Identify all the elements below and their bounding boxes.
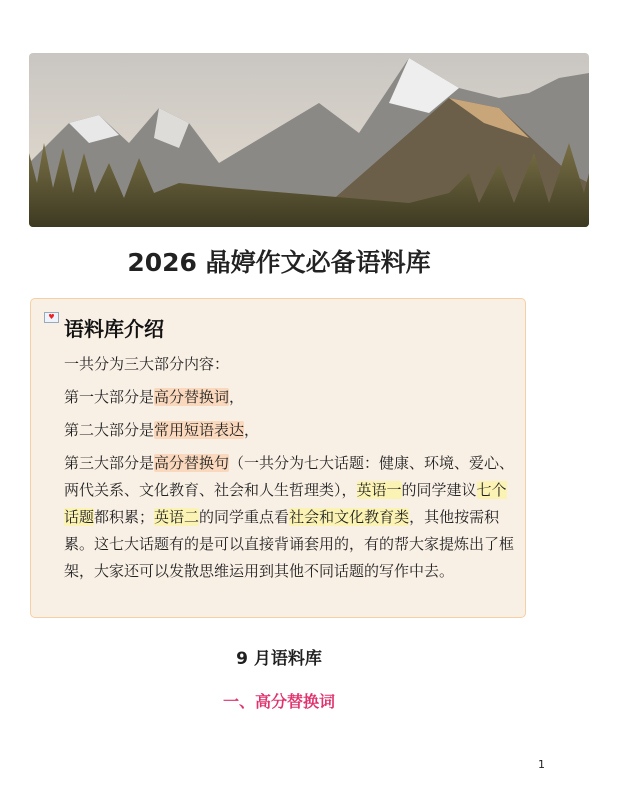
- callout-title: 语料库介绍: [64, 317, 164, 341]
- text: ，其他按需积累。这七大话题有的是可以直接背诵套用的，有的帮大家提炼出了框架，大家还可以发散思维运用到其他不同话题的写作中去。: [64, 508, 515, 580]
- text: ，: [229, 388, 245, 406]
- intro-callout: [30, 298, 526, 618]
- subsection-heading: 一、高分替换词: [222, 692, 335, 711]
- text: ，: [244, 421, 260, 439]
- text: 的同学建议: [401, 481, 477, 499]
- highlight: 七个话题: [64, 481, 507, 526]
- highlight: 高分替换句: [154, 454, 230, 472]
- page-number: 1: [538, 758, 545, 771]
- callout-body: [64, 351, 516, 591]
- highlight: 高分替换词: [154, 388, 230, 406]
- document-title: 2026 晶婷作文必备语料库: [127, 248, 431, 277]
- highlight: 英语二: [154, 508, 200, 526]
- text: （一共分为七大话题：健康、环境、爱心、两代关系、文化教育、社会和人生哲理类），: [64, 454, 515, 499]
- mountain-banner-image: [29, 53, 589, 227]
- text: 第三大部分是: [64, 454, 155, 472]
- text: 第二大部分是: [64, 421, 155, 439]
- part-three-paragraph: [64, 450, 516, 585]
- highlight: 常用短语表达: [154, 421, 245, 439]
- intro-line: 一共分为三大部分内容：: [64, 355, 230, 373]
- text: 都积累；: [94, 508, 155, 526]
- highlight: 英语一: [356, 481, 402, 499]
- part-one-line: [64, 384, 516, 411]
- text: 的同学重点看: [199, 508, 290, 526]
- text: 第一大部分是: [64, 388, 155, 406]
- highlight: 社会和文化教育类: [289, 508, 410, 526]
- love-letter-icon: ♥: [44, 312, 59, 323]
- section-heading: 9 月语料库: [236, 649, 322, 669]
- part-two-line: [64, 417, 516, 444]
